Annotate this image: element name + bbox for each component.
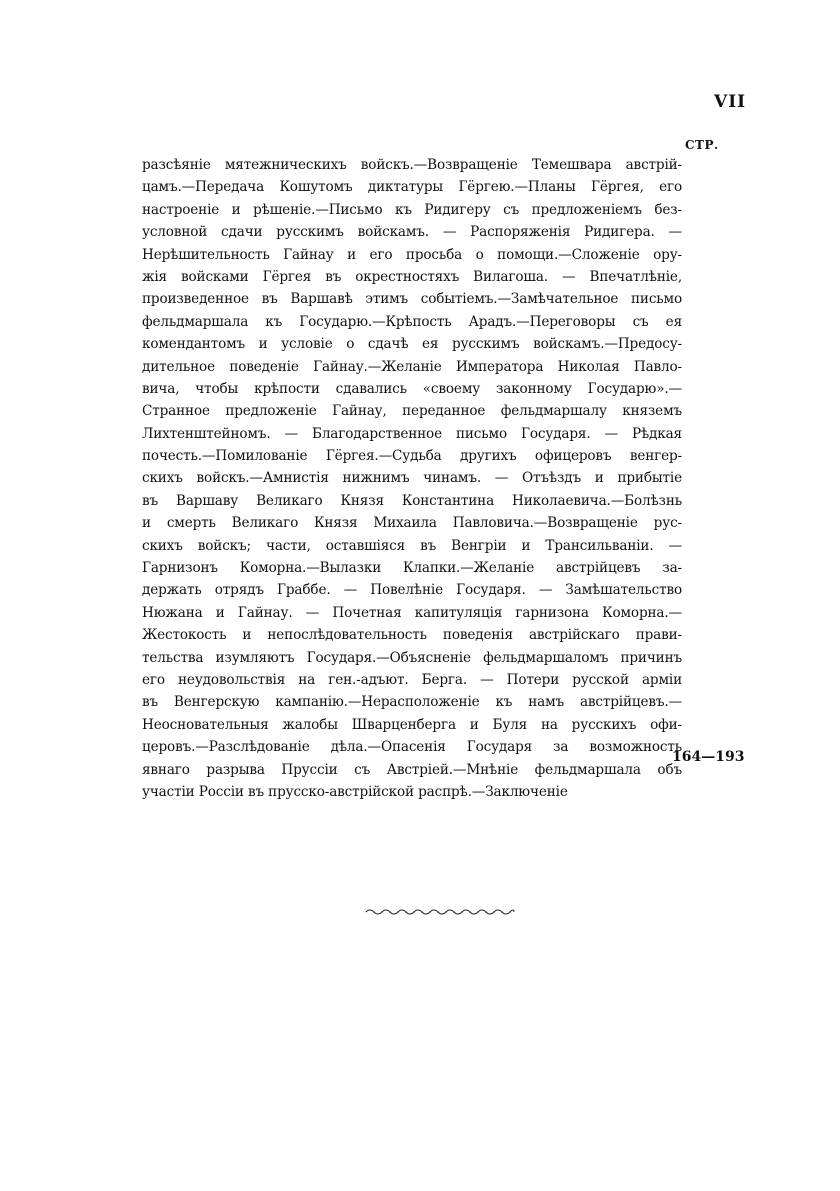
- toc-line: фельдмаршала къ Государю.—Крѣпость Арадъ.—Переговоры съ ея: [142, 313, 682, 330]
- toc-line: скихъ войскъ; части, оставшіяся въ Венгріи и Трансильваніи. —: [142, 537, 682, 554]
- toc-line: Жестокость и непослѣдовательность поведенія австрійскаго прави-: [142, 627, 682, 644]
- toc-line: въ Варшаву Великаго Князя Константина Николаевича.—Болѣзнь: [142, 492, 682, 509]
- toc-line: почесть.—Помилованіе Гёргея.—Судьба другихъ офицеровъ венгер-: [142, 448, 682, 465]
- toc-line: произведенное въ Варшавѣ этимъ событіемъ.—Замѣчательное письмо: [142, 291, 682, 308]
- toc-line: въ Венгерскую кампанію.—Нерасположеніе къ намъ австрійцевъ.—: [142, 694, 682, 711]
- toc-line: Гарнизонъ Коморна.—Вылазки Клапки.—Желаніе австрійцевъ за-: [142, 560, 682, 577]
- toc-line: дительное поведеніе Гайнау.—Желаніе Императора Николая Павло-: [142, 358, 682, 375]
- toc-line: Нерѣшительность Гайнау и его просьба о помощи.—Сложеніе ору-: [142, 246, 682, 263]
- toc-line: тельства изумляютъ Государя.—Объясненіе фельдмаршаломъ причинъ: [142, 649, 682, 666]
- toc-line: его неудовольствія на ген.-адъют. Берга. — Потери русской арміи: [142, 671, 682, 688]
- toc-line: цамъ.—Передача Кошутомъ диктатуры Гёргею.—Планы Гёргея, его: [142, 179, 682, 196]
- toc-line: и смерть Великаго Князя Михаила Павловича.—Возвращеніе рус-: [142, 515, 682, 532]
- toc-line: церовъ.—Разслѣдованіе дѣла.—Опасенія Государя за возможность: [142, 739, 682, 756]
- toc-line: условной сдачи русскимъ войскамъ. — Распоряженія Ридигера. —: [142, 224, 682, 241]
- toc-line-last: участіи Россіи въ прусско-австрійской распрѣ.—Заключеніе: [142, 783, 568, 800]
- wavy-line-ornament: [364, 906, 516, 918]
- toc-line: Странное предложеніе Гайнау, переданное фельдмаршалу княземъ: [142, 403, 682, 420]
- toc-line: жія войсками Гёргея въ окрестностяхъ Вилагоша. — Впечатлѣніе,: [142, 268, 682, 285]
- toc-line: явнаго разрыва Пруссіи съ Австріей.—Мнѣніе фельдмаршала объ: [142, 761, 682, 778]
- toc-line: Лихтенштейномъ. — Благодарственное письмо Государя. — Рѣдкая: [142, 425, 682, 442]
- toc-line: разсѣяніе мятежническихъ войскъ.—Возвращеніе Темешвара австрій-: [142, 157, 682, 173]
- column-header: СТР.: [685, 138, 719, 152]
- toc-line: Нюжана и Гайнау. — Почетная капитуляція гарнизона Коморна.—: [142, 604, 682, 621]
- toc-line: скихъ войскъ.—Амнистія нижнимъ чинамъ. — Отъѣздъ и прибытіе: [142, 470, 682, 487]
- page-number: VII: [714, 92, 747, 112]
- toc-line: вича, чтобы крѣпости сдавались «своему законному Государю».—: [142, 380, 682, 397]
- toc-line: комендантомъ и условіе о сдачѣ ея русскимъ войскамъ.—Предосу-: [142, 336, 682, 353]
- page-range: 164—193: [672, 749, 745, 765]
- toc-line: настроеніе и рѣшеніе.—Письмо къ Ридигеру съ предложеніемъ без-: [142, 201, 682, 218]
- toc-line: Неосновательныя жалобы Шварценберга и Буля на русскихъ офи-: [142, 716, 682, 733]
- toc-entry-text: [142, 154, 682, 803]
- toc-line: держать отрядъ Граббе. — Повелѣніе Государя. — Замѣшательство: [142, 582, 682, 599]
